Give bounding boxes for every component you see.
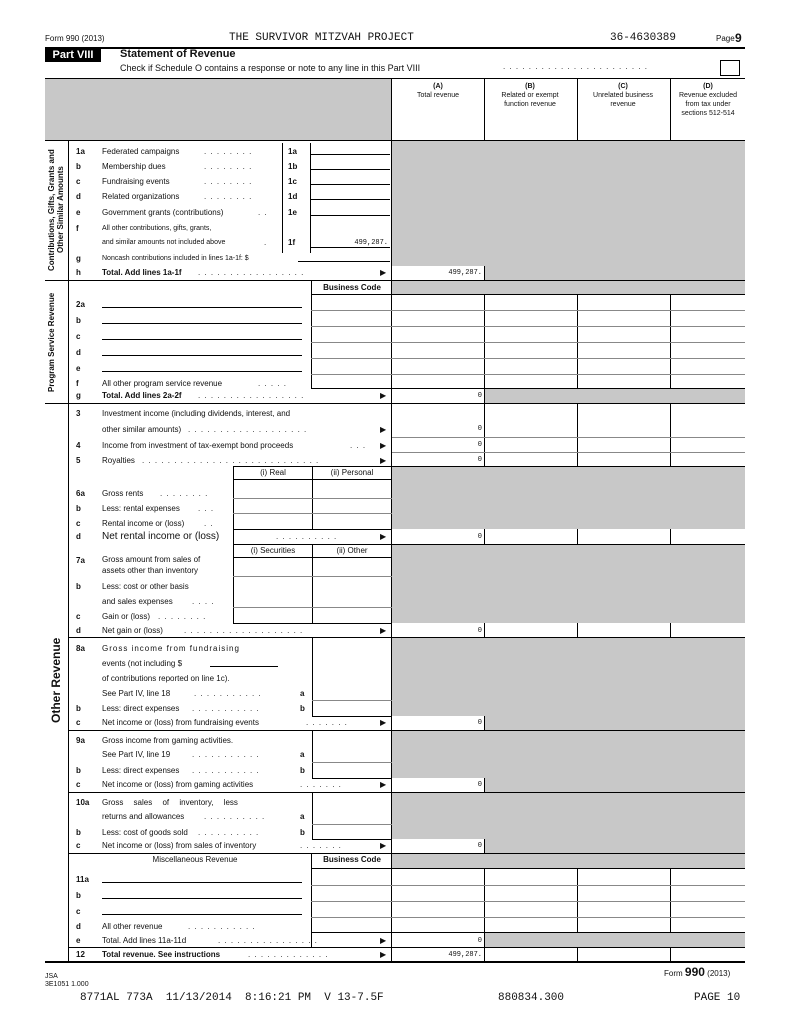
row-7d: d Net gain or (loss) . . . . . . . . . . . . . . . . . . . ▶	[68, 624, 390, 638]
row-10c: c Net income or (loss) from sales of inventory . . . . . . . ▶	[68, 839, 390, 853]
row-5: 5 Royalties . . . . . . . . . . . . . . . . . . . . . . . . . . . . ▶	[68, 454, 390, 468]
field-1a[interactable]	[310, 145, 390, 155]
value-1f: 499,287.	[354, 239, 388, 247]
row-6c: c Rental income or (loss) . .	[76, 519, 214, 528]
footer-batch-number: 880834.300	[498, 992, 565, 1004]
column-d-letter: (D)	[703, 83, 713, 90]
form-label: Form 990 (2013)	[45, 34, 105, 43]
footer-page: PAGE 10	[694, 992, 741, 1004]
arrow-icon: ▶	[380, 841, 387, 850]
row-2c: c	[68, 330, 390, 344]
contrib-shade-bcd	[392, 141, 745, 266]
field-11b-desc[interactable]	[102, 889, 302, 899]
gaming-shade	[392, 731, 745, 778]
column-c-letter: (C)	[618, 83, 628, 90]
field-11a-desc[interactable]	[102, 873, 302, 883]
row-1d: d Related organizations . . . . . . . . 1d	[68, 190, 390, 204]
column-c-text: Unrelated business revenue	[593, 92, 653, 108]
row-1a: 1a Federated campaigns . . . . . . . . 1a	[68, 145, 390, 159]
side-label-program: Program Service Revenue	[47, 292, 56, 392]
row-1h: h Total. Add lines 1a-1f . . . . . . . . . . . . . . . . . ▶	[68, 266, 390, 280]
value-8c: 0	[477, 719, 482, 727]
row-7c: c Gain or (loss) . . . . . . . .	[76, 612, 207, 621]
field-1b[interactable]	[310, 160, 390, 170]
part-badge	[45, 48, 101, 62]
row-1e: e Government grants (contributions) . . 1e	[68, 206, 390, 220]
arrow-icon: ▶	[380, 950, 387, 959]
side-label-other: Other Revenue	[49, 637, 63, 723]
row-2a: 2a	[68, 298, 390, 312]
row-8c: c Net income or (loss) from fundraising events . . . . . . . ▶	[68, 716, 390, 730]
field-2b-desc[interactable]	[102, 314, 302, 324]
misc-business-code-label: Business Code	[323, 855, 381, 864]
field-1d[interactable]	[310, 190, 390, 200]
value-3: 0	[477, 425, 482, 433]
fundraising-shade	[392, 638, 745, 716]
col-other-label: (ii) Other	[336, 546, 368, 555]
org-name: THE SURVIVOR MITZVAH PROJECT	[229, 32, 414, 44]
col-personal-label: (ii) Personal	[330, 468, 374, 477]
field-1c[interactable]	[310, 175, 390, 185]
row-11a: 11a	[68, 873, 390, 887]
row-6b: b Less: rental expenses . . .	[76, 504, 215, 513]
row-11e: e Total. Add lines 11a-11d . . . . . . . . . . . . . . . . ▶	[68, 934, 390, 948]
misc-revenue-label: Miscellaneous Revenue	[152, 855, 238, 864]
row-2b: b	[68, 314, 390, 328]
row-10b: b Less: cost of goods sold . . . . . . . . . . b	[76, 828, 305, 837]
field-11c-desc[interactable]	[102, 905, 302, 915]
row-3: 3 Investment income (including dividends, interest, and other similar amounts) . . . . . . . . . . . . . . . . . . . ▶	[68, 407, 390, 435]
value-11e: 0	[477, 937, 482, 945]
arrow-icon: ▶	[380, 268, 387, 277]
row-2e: e	[68, 362, 390, 376]
column-a-header	[392, 82, 484, 100]
misc-total-shade	[485, 933, 745, 947]
row-4: 4 Income from investment of tax-exempt bond proceeds . . . ▶	[68, 439, 390, 453]
row-1f: f All other contributions, gifts, grants, and similar amounts not included above . 1f 499,287.	[68, 222, 390, 250]
row-1c: c Fundraising events . . . . . . . . 1c	[68, 175, 390, 189]
arrow-icon: ▶	[380, 425, 387, 434]
column-a-letter: (A)	[433, 83, 443, 90]
arrow-icon: ▶	[380, 780, 387, 789]
field-2c-desc[interactable]	[102, 330, 302, 340]
arrow-icon: ▶	[380, 936, 387, 945]
footer-batch: 8771AL 773A 11/13/2014 8:16:21 PM V 13-7.5F	[80, 992, 384, 1004]
column-b-header	[494, 82, 566, 109]
part-title: Statement of Revenue	[120, 48, 236, 60]
row-6a: 6a Gross rents . . . . . . . .	[76, 489, 209, 498]
column-header-shade	[45, 79, 391, 140]
value-10c: 0	[477, 842, 482, 850]
arrow-icon: ▶	[380, 718, 387, 727]
footer-form-label: Form 990 (2013)	[664, 965, 731, 979]
row-6d: d Net rental income or (loss) . . . . . . . . . . ▶	[76, 531, 387, 542]
schedule-o-check-text: Check if Schedule O contains a response or note to any line in this Part VIII	[120, 63, 421, 73]
row-1g: g Noncash contributions included in lines 1a-1f: $	[68, 252, 390, 266]
value-9c: 0	[477, 781, 482, 789]
row-11b: b	[68, 889, 390, 903]
schedule-o-checkbox[interactable]	[720, 60, 740, 76]
value-2g: 0	[477, 392, 482, 400]
row-9a: 9a Gross income from gaming activities. See Part IV, line 19 . . . . . . . . . . . a	[76, 736, 305, 759]
arrow-icon: ▶	[380, 532, 387, 541]
column-c-header	[587, 82, 659, 109]
value-5: 0	[477, 456, 482, 464]
value-1h: 499,287.	[448, 269, 482, 277]
arrow-icon: ▶	[380, 391, 387, 400]
column-d-text: Revenue excluded from tax under sections 512-514	[679, 92, 737, 117]
row-8a: 8a Gross income from fundraising events (not including $ of contributions reported on line 1c). See Part IV, line 18 . . . . . . . . . . . a	[76, 644, 305, 698]
row-9c: c Net income or (loss) from gaming activities . . . . . . . ▶	[68, 778, 390, 792]
row-11d: d All other revenue . . . . . . . . . . .	[76, 922, 256, 931]
part-badge-text: Part VIII	[52, 49, 94, 61]
page-number: 9	[735, 31, 742, 45]
value-6d: 0	[477, 533, 482, 541]
column-b-letter: (B)	[525, 83, 535, 90]
row-2d: d	[68, 346, 390, 360]
footer-jsa: JSA	[45, 973, 58, 980]
value-4: 0	[477, 441, 482, 449]
col-securities-label: (i) Securities	[250, 546, 296, 555]
sales-shade	[392, 545, 745, 623]
ein: 36-4630389	[610, 32, 677, 44]
page-label: Page	[716, 34, 735, 43]
field-2e-desc[interactable]	[102, 362, 302, 372]
inventory-shade	[392, 793, 745, 839]
contrib-shade-h	[485, 266, 745, 280]
col-real-label: (i) Real	[260, 468, 286, 477]
row-10a: 10a Gross sales of inventory, less returns and allowances . . . . . . . . . . a	[76, 798, 305, 821]
field-1g[interactable]	[298, 252, 390, 262]
form-header	[45, 31, 745, 47]
column-b-text: Related or exempt function revenue	[501, 92, 559, 108]
gaming-shade-bcd	[485, 778, 745, 792]
row-1b: b Membership dues . . . . . . . . 1b	[68, 160, 390, 174]
field-2d-desc[interactable]	[102, 346, 302, 356]
arrow-icon: ▶	[380, 626, 387, 635]
arrow-icon: ▶	[380, 441, 387, 450]
check-leader: . . . . . . . . . . . . . . . . . . . . . . .	[503, 62, 649, 71]
field-8a-contrib[interactable]	[210, 657, 278, 667]
field-2a-desc[interactable]	[102, 298, 302, 308]
row-9b: b Less: direct expenses . . . . . . . . . . . b	[76, 766, 305, 775]
column-a-text: Total revenue	[416, 92, 460, 99]
row-8b: b Less: direct expenses . . . . . . . . . . . b	[76, 704, 305, 713]
value-7d: 0	[477, 627, 482, 635]
row-7b: b Less: cost or other basis and sales expenses . . . .	[76, 582, 215, 606]
row-7a: 7a Gross amount from sales of assets other than inventory	[76, 555, 201, 575]
field-1e[interactable]	[310, 206, 390, 216]
rent-shade	[392, 467, 745, 529]
misc-header-shade	[392, 854, 745, 868]
row-2g: g Total. Add lines 2a-2f . . . . . . . . . . . . . . . . . ▶	[68, 389, 390, 403]
arrow-icon: ▶	[380, 456, 387, 465]
value-12: 499,287.	[448, 951, 482, 959]
program-business-code-label: Business Code	[323, 283, 381, 292]
inventory-shade-bcd	[485, 839, 745, 853]
program-total-shade	[485, 389, 745, 403]
row-2f: f All other program service revenue . . . . .	[76, 379, 288, 388]
footer-code: 3E1051 1.000	[45, 981, 89, 988]
row-12: 12 Total revenue. See instructions . . . . . . . . . . . . . ▶	[68, 948, 390, 962]
program-header-shade	[392, 281, 745, 294]
row-11c: c	[68, 905, 390, 919]
side-label-contrib: Contributions, Gifts, Grants and Other Similar Amounts	[47, 149, 65, 271]
column-d-header	[672, 82, 744, 118]
fundraising-shade-bcd	[485, 716, 745, 730]
